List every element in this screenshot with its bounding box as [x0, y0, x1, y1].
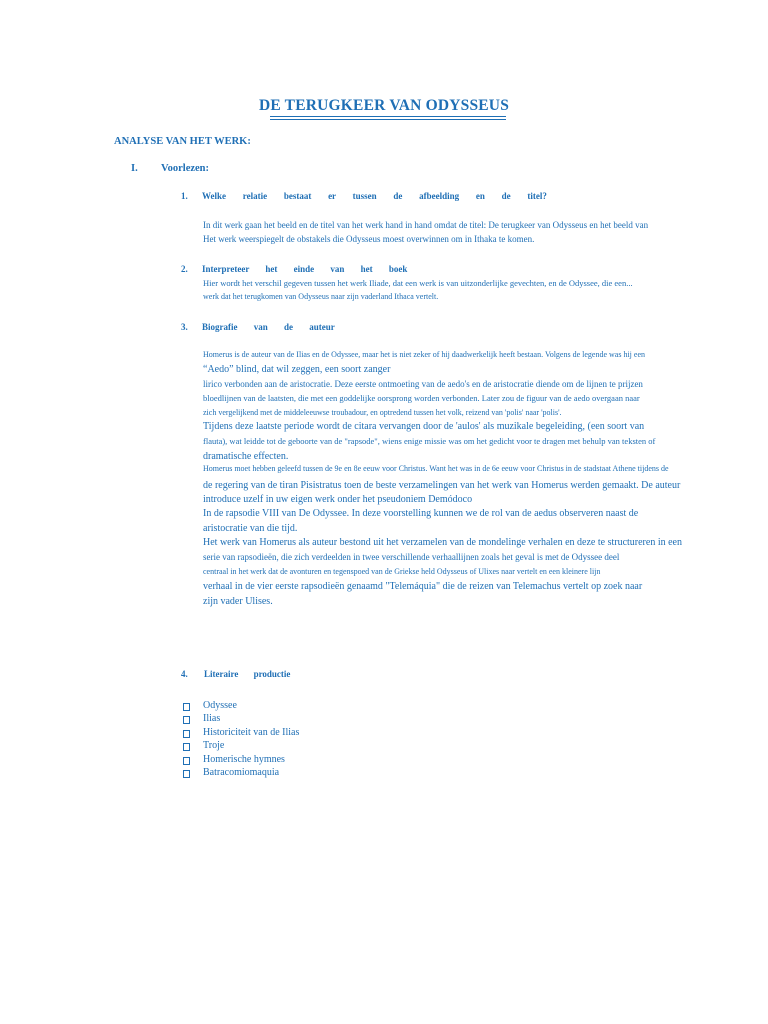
biography-line: Homerus is de auteur van de Ilias en de Odyssee, maar het is niet zeker of hij daadwerkelijk heeft bestaan. Volgens de legende was hij een [203, 350, 645, 359]
biography-line: bloedlijnen van de laatsten, die met een goddelijke oorsprong worden verbonden. Later zou de figuur van de aedo overgaan naar [203, 393, 640, 403]
question-3-number: 3. [181, 322, 188, 332]
question-1-number: 1. [181, 191, 188, 201]
roman-title: Voorlezen: [161, 163, 210, 174]
production-item: Homerische hymnes [203, 754, 285, 765]
biography-line: Homerus moet hebben geleefd tussen de 9e en 8e eeuw voor Christus. Want het was in de 6e eeuw voor Christus in de stadstaat Athene tijdens de [203, 464, 669, 473]
bullet-box-icon [183, 716, 190, 724]
biography-line: serie van rapsodieën, die zich verdeelden in twee verschillende verhaallijnen zoals het geval is met de Odyssee deel [203, 552, 620, 562]
biography-line: zich vergelijkend met de middeleeuwse troubadour, en optredend tussen het volk, reizend van 'polis' naar 'polis'. [203, 408, 562, 417]
biography-line: de regering van de tiran Pisistratus toen de beste verzamelingen van het werk van Homerus werden gemaakt. De auteur [203, 480, 681, 491]
biography-line: In de rapsodie VIII van De Odyssee. In deze voorstelling kunnen we de rol van de aedus observeren naast de [203, 508, 639, 519]
title-underline-top [270, 116, 506, 117]
bullet-box-icon [183, 770, 190, 778]
title-underline-bottom [270, 119, 506, 120]
answer-2-line: Hier wordt het verschil gegeven tussen het werk Iliade, dat een werk is van uitzonderlijke gevechten, en de Odyssee, die een... [203, 278, 633, 288]
production-item: Odyssee [203, 700, 237, 711]
answer-2-line: werk dat het terugkomen van Odysseus naar zijn vaderland Ithaca vertelt. [203, 292, 439, 301]
question-2-text: Interpreteer het einde van het boek [202, 264, 408, 274]
biography-line: dramatische effecten. [203, 451, 289, 462]
biography-line: centraal in het werk dat de avonturen en tegenspoed van de Griekse held Odysseus of Ulixes naar vertelt en een kleinere lijn [203, 567, 601, 576]
production-item: Batracomiomaquia [203, 767, 280, 778]
biography-line: “Aedo” blind, dat wil zeggen, een soort zanger [203, 364, 391, 375]
biography-line: aristocratie van die tijd. [203, 523, 298, 534]
biography-line: flauta), wat leidde tot de geboorte van de "rapsode", wiens enige missie was om het gedicht voor te dragen met behulp van teksten of [203, 436, 656, 446]
biography-line: introduce uzelf in uw eigen werk onder het pseudoniem Demódoco [203, 494, 473, 505]
biography-line: lirico verbonden aan de aristocratie. Deze eerste ontmoeting van de aedo's en de aristocratie diende om de lijnen te prijzen [203, 379, 643, 389]
production-item: Historiciteit van de Ilias [203, 727, 300, 738]
document-title: DE TERUGKEER VAN ODYSSEUS [258, 97, 510, 114]
biography-line: verhaal in de vier eerste rapsodieën genaamd "Telemáquia" die de reizen van Telemachus vertelt op zoek naar [203, 581, 643, 592]
production-item: Ilias [203, 713, 221, 724]
question-2-number: 2. [181, 264, 188, 274]
production-item: Troje [203, 740, 225, 751]
bullet-box-icon [183, 730, 190, 738]
question-4-number: 4. [181, 669, 188, 679]
biography-line: Het werk van Homerus als auteur bestond uit het verzamelen van de mondelinge verhalen en deze te structureren in een [203, 537, 682, 548]
bullet-box-icon [183, 703, 190, 711]
answer-1-line: In dit werk gaan het beeld en de titel van het werk hand in hand omdat de titel: De terugkeer van Odysseus en het beeld van [203, 220, 649, 230]
section-heading: ANALYSE VAN HET WERK: [114, 136, 251, 147]
roman-numeral: I. [131, 163, 138, 174]
bullet-box-icon [183, 743, 190, 751]
question-3-text: Biografie van de auteur [202, 322, 335, 332]
answer-1-line: Het werk weerspiegelt de obstakels die Odysseus moest overwinnen om in Ithaka te komen. [203, 234, 535, 244]
biography-line: Tijdens deze laatste periode wordt de citara vervangen door de 'aulos' als muzikale begeleiding, (een soort van [203, 421, 645, 432]
biography-line: zijn vader Ulises. [203, 596, 273, 607]
question-4-text: Literaire productie [204, 669, 291, 679]
question-1-text: Welke relatie bestaat er tussen de afbeelding en de titel? [202, 191, 547, 201]
bullet-box-icon [183, 757, 190, 765]
